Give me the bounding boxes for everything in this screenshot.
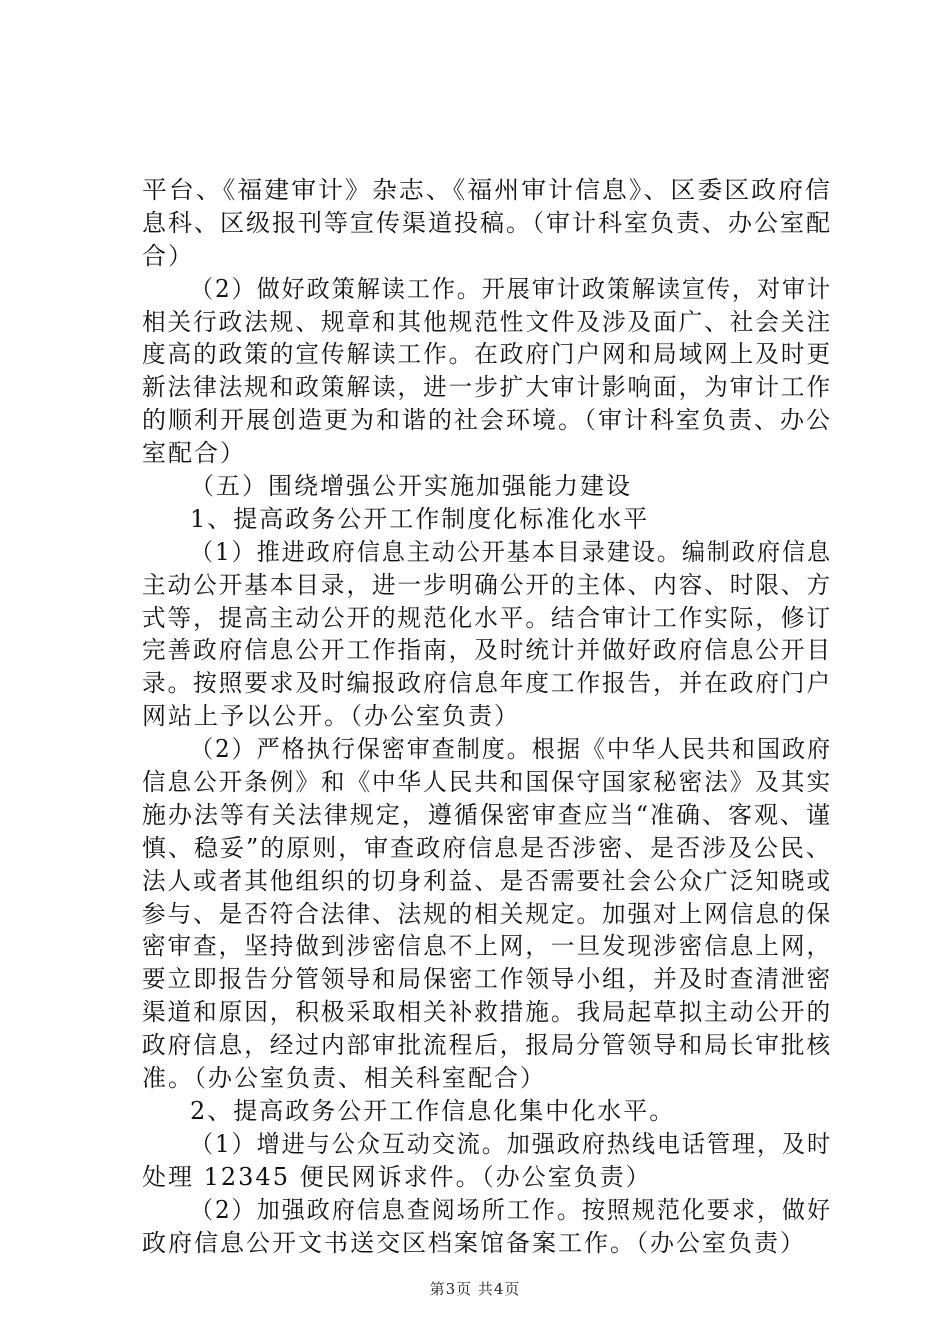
- text-line: [142, 1095, 832, 1128]
- text-line: [142, 404, 832, 437]
- text-line: [142, 799, 832, 832]
- page-footer: 第3页 共4页: [429, 1280, 521, 1298]
- text-line: [142, 273, 832, 306]
- text-line-content: 完善政府信息公开工作指南，及时统计并做好政府信息公开目: [142, 636, 832, 665]
- text-line: [142, 865, 832, 898]
- text-line-content: 录。按照要求及时编报政府信息年度工作报告，并在政府门户: [142, 669, 832, 698]
- text-line: [142, 306, 832, 339]
- text-line: [142, 536, 832, 569]
- text-line-content: 慎、稳妥”的原则，审查政府信息是否涉密、是否涉及公民、: [142, 833, 832, 862]
- text-line: [142, 733, 832, 766]
- text-line: [142, 700, 832, 733]
- text-line-content: 密审查，坚持做到涉密信息不上网，一旦发现涉密信息上网，: [142, 932, 832, 961]
- text-line: [142, 240, 832, 273]
- text-line: [142, 996, 832, 1029]
- text-line-content: 主动公开基本目录，进一步明确公开的主体、内容、时限、方: [142, 570, 832, 599]
- text-line-content: （1）推进政府信息主动公开基本目录建设。编制政府信息: [190, 537, 832, 566]
- text-line-content: 新法律法规和政策解读，进一步扩大审计影响面，为审计工作: [142, 373, 832, 402]
- text-line-content: 渠道和原因，积极采取相关补救措施。我局起草拟主动公开的: [142, 998, 832, 1027]
- text-line: [142, 1029, 832, 1062]
- text-line: [142, 1128, 832, 1161]
- text-line: [142, 207, 832, 240]
- text-line: [142, 963, 832, 996]
- text-line: [142, 503, 832, 536]
- text-line-content: 1、提高政务公开工作制度化标准化水平: [190, 504, 650, 533]
- text-line-content: 施办法等有关法律规定，遵循保密审查应当“准确、客观、谨: [142, 800, 832, 829]
- text-line: [142, 1161, 832, 1194]
- text-line: [142, 174, 832, 207]
- text-line-content: 2、提高政务公开工作信息化集中化水平。: [190, 1096, 676, 1125]
- text-line-content: 要立即报告分管领导和局保密工作领导小组，并及时查清泄密: [142, 965, 832, 994]
- document-body: [142, 174, 832, 1259]
- text-line-content: 合）: [142, 241, 194, 270]
- text-line: [142, 766, 832, 799]
- text-line: [142, 1227, 832, 1260]
- text-line-content: 息科、区级报刊等宣传渠道投稿。（审计科室负责、办公室配: [142, 208, 832, 237]
- text-line: [142, 371, 832, 404]
- text-line-content: （2）加强政府信息查阅场所工作。按照规范化要求，做好: [190, 1195, 832, 1224]
- text-line: [142, 930, 832, 963]
- text-line-content: 信息公开条例》和《中华人民共和国保守国家秘密法》及其实: [142, 768, 832, 797]
- text-line-content: 政府信息公开文书送交区档案馆备案工作。（办公室负责）: [142, 1228, 806, 1257]
- text-line-content: （五）围绕增强公开实施加强能力建设: [190, 472, 632, 501]
- text-line-content: 准。（办公室负责、相关科室配合）: [142, 1064, 546, 1093]
- text-line: [142, 569, 832, 602]
- text-line-content: 室配合）: [142, 439, 246, 468]
- text-line: [142, 832, 832, 865]
- text-line-content: 的顺利开展创造更为和谐的社会环境。（审计科室负责、办公: [142, 406, 832, 435]
- text-line-content: （1）增进与公众互动交流。加强政府热线电话管理，及时: [190, 1129, 832, 1158]
- text-line-content: 政府信息，经过内部审批流程后，报局分管领导和局长审批核: [142, 1031, 832, 1060]
- text-line: [142, 470, 832, 503]
- text-line-content: 参与、是否符合法律、法规的相关规定。加强对上网信息的保: [142, 899, 832, 928]
- text-line: [142, 1194, 832, 1227]
- text-line-content: 度高的政策的宣传解读工作。在政府门户网和局域网上及时更: [142, 340, 832, 369]
- text-line-content: 处理 12345 便民网诉求件。（办公室负责）: [142, 1162, 652, 1191]
- text-line: [142, 437, 832, 470]
- text-line-content: 式等，提高主动公开的规范化水平。结合审计工作实际，修订: [142, 603, 832, 632]
- text-line: [142, 338, 832, 371]
- text-line-content: 法人或者其他组织的切身利益、是否需要社会公众广泛知晓或: [142, 866, 832, 895]
- text-line: [142, 898, 832, 931]
- text-line: [142, 602, 832, 635]
- text-line-content: （2）严格执行保密审查制度。根据《中华人民共和国政府: [190, 735, 832, 764]
- text-line-content: （2）做好政策解读工作。开展审计政策解读宣传，对审计: [190, 274, 832, 303]
- text-line-content: 平台、《福建审计》杂志、《福州审计信息》、区委区政府信: [142, 176, 832, 204]
- text-line: [142, 634, 832, 667]
- text-line: [142, 1062, 832, 1095]
- text-line-content: 网站上予以公开。（办公室负责）: [142, 702, 520, 731]
- text-line-content: 相关行政法规、规章和其他规范性文件及涉及面广、社会关注: [142, 307, 832, 336]
- text-line: [142, 667, 832, 700]
